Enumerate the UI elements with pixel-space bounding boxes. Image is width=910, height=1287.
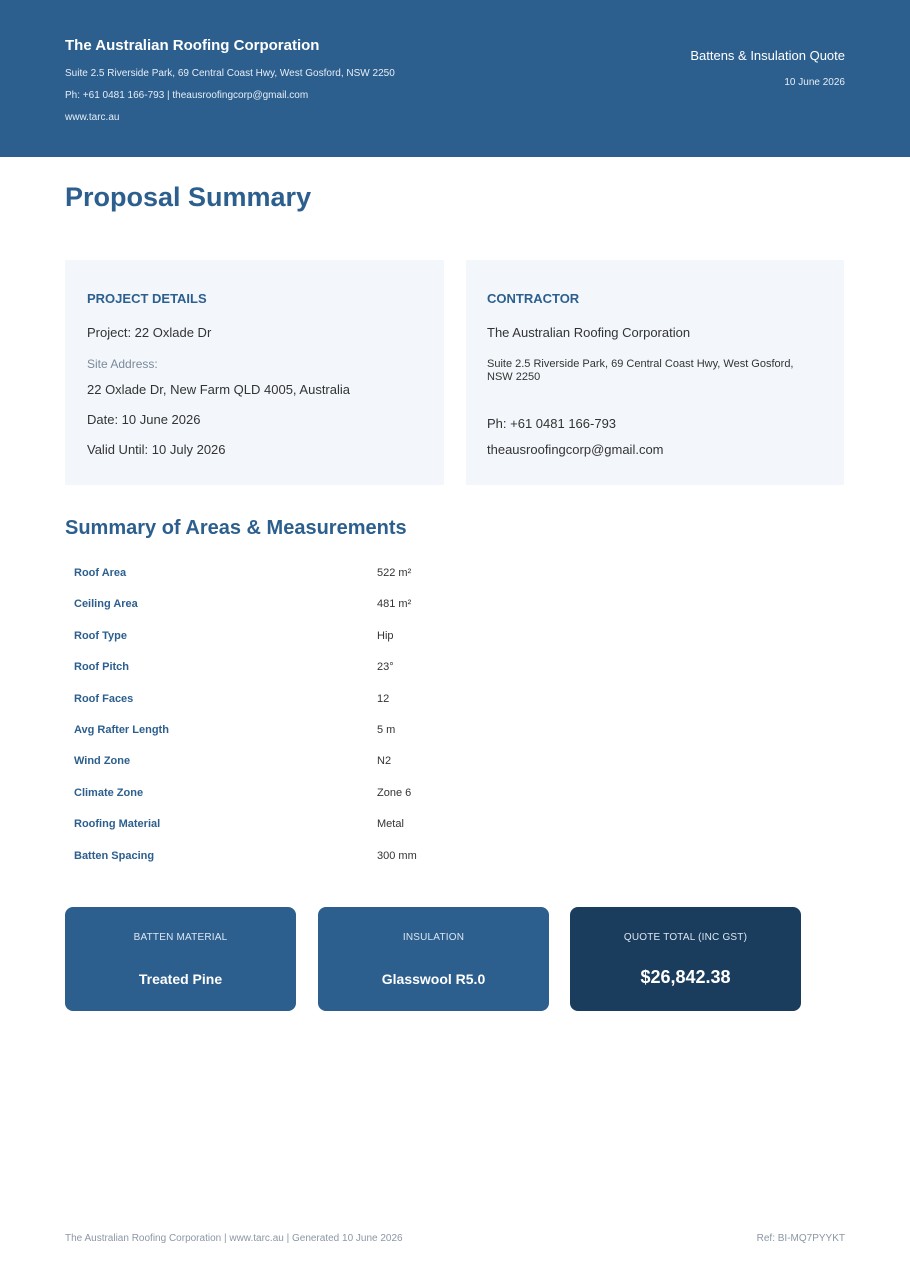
contractor-phone: Ph: +61 0481 166-793	[487, 416, 617, 431]
contractor-address: Suite 2.5 Riverside Park, 69 Central Coast Hwy, West Gosford, NSW 2250	[487, 358, 794, 383]
quote-total-box	[570, 907, 801, 1011]
row-label: Climate Zone	[74, 786, 144, 799]
batten-material-box	[65, 907, 296, 1011]
table-row	[65, 808, 565, 839]
table-row	[65, 714, 565, 745]
table-row	[65, 745, 565, 776]
row-value: 5 m	[377, 723, 396, 736]
batten-material-value: Treated Pine	[138, 971, 223, 987]
row-value: Metal	[377, 818, 404, 831]
table-row	[65, 620, 565, 651]
row-value: 23°	[377, 661, 394, 674]
insulation-label: INSULATION	[402, 932, 465, 943]
row-label: Ceiling Area	[74, 598, 138, 611]
project-details-card	[65, 260, 444, 485]
contractor-email: theausroofingcorp@gmail.com	[487, 442, 664, 457]
document-type: Battens & Insulation Quote	[690, 48, 845, 63]
table-row	[65, 683, 565, 714]
row-value: N2	[377, 755, 392, 768]
valid-until: Valid Until: 10 July 2026	[87, 442, 226, 457]
quote-total-label: QUOTE TOTAL (INC GST)	[623, 932, 748, 943]
project-date: Date: 10 June 2026	[87, 412, 201, 427]
table-row	[65, 557, 565, 588]
batten-material-label: BATTEN MATERIAL	[133, 932, 228, 943]
document-date: 10 June 2026	[784, 77, 845, 88]
contractor-card	[466, 260, 844, 485]
site-address-label: Site Address:	[87, 357, 158, 371]
row-value: 12	[377, 692, 390, 705]
row-label: Batten Spacing	[74, 849, 155, 862]
table-row	[65, 651, 565, 682]
company-website: www.tarc.au	[65, 112, 120, 123]
row-value: Zone 6	[377, 786, 412, 799]
header-banner	[0, 0, 910, 157]
company-contact: Ph: +61 0481 166-793 | theausroofingcorp@gmail.com	[65, 90, 309, 101]
page-title: Proposal Summary	[65, 182, 312, 212]
site-address: 22 Oxlade Dr, New Farm QLD 4005, Australia	[87, 382, 351, 397]
company-address: Suite 2.5 Riverside Park, 69 Central Coast Hwy, West Gosford, NSW 2250	[65, 68, 395, 79]
row-label: Roof Pitch	[74, 661, 129, 674]
table-row	[65, 840, 565, 871]
row-value: 300 mm	[377, 849, 417, 862]
row-label: Avg Rafter Length	[74, 723, 169, 736]
quote-total-value: $26,842.38	[640, 967, 731, 987]
insulation-value: Glasswool R5.0	[381, 971, 486, 987]
measurements-title: Summary of Areas & Measurements	[65, 517, 407, 539]
footer-text: The Australian Roofing Corporation | www.tarc.au | Generated 10 June 2026	[65, 1233, 403, 1244]
project-details-heading: PROJECT DETAILS	[87, 291, 207, 306]
contractor-name: The Australian Roofing Corporation	[487, 325, 691, 340]
measurements-table	[65, 557, 565, 871]
contractor-heading: CONTRACTOR	[487, 291, 580, 306]
company-name: The Australian Roofing Corporation	[65, 37, 320, 54]
insulation-box	[318, 907, 549, 1011]
table-row	[65, 777, 565, 808]
table-row	[65, 588, 565, 619]
row-label: Roofing Material	[74, 818, 161, 831]
row-label: Roof Type	[74, 629, 127, 642]
row-label: Roof Faces	[74, 692, 134, 705]
footer-ref: Ref: BI-MQ7PYYKT	[756, 1233, 845, 1244]
row-label: Wind Zone	[74, 755, 131, 768]
project-name: Project: 22 Oxlade Dr	[87, 325, 212, 340]
row-value: Hip	[377, 629, 394, 642]
row-label: Roof Area	[74, 567, 127, 579]
row-value: 481 m²	[377, 598, 412, 611]
row-value: 522 m²	[377, 567, 412, 579]
